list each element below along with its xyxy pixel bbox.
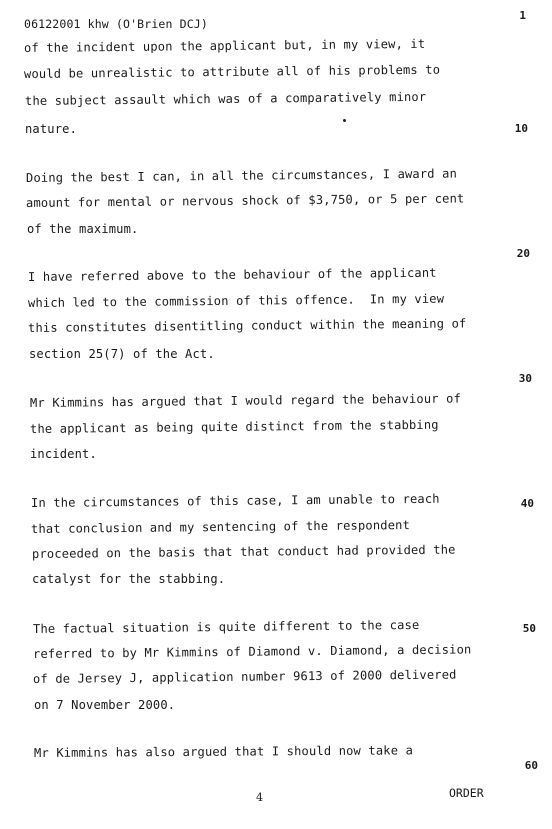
body-text-line: catalyst for the stabbing. bbox=[32, 572, 226, 586]
line-number: 30 bbox=[518, 372, 532, 385]
body-text-line: the applicant as being quite distinct from the stabbing bbox=[29, 417, 439, 436]
body-text-line: proceeded on the basis that that conduct had provided the bbox=[31, 542, 456, 561]
page-number: 4 bbox=[256, 791, 263, 804]
body-text-line: would be unrealistic to attribute all of his problems to bbox=[23, 62, 441, 81]
speck bbox=[343, 119, 346, 122]
body-text-line: section 25(7) of the Act. bbox=[29, 347, 215, 361]
body-text-line: I have referred above to the behaviour of the applicant bbox=[27, 265, 437, 284]
line-number: 50 bbox=[522, 622, 536, 635]
body-text-line: Mr Kimmins has argued that I would regard the behaviour of bbox=[29, 391, 462, 410]
body-text-line: Mr Kimmins has also argued that I should now take a bbox=[33, 743, 414, 760]
body-text-line: nature. bbox=[25, 122, 78, 136]
line-number: 1 bbox=[519, 9, 526, 22]
body-text-line: incident. bbox=[30, 447, 97, 461]
line-number: 60 bbox=[524, 759, 538, 772]
body-text-line: the subject assault which was of a comparatively minor bbox=[24, 89, 427, 108]
body-text-line: amount for mental or nervous shock of $3,750, or 5 per cent bbox=[25, 191, 465, 210]
catchword: ORDER bbox=[449, 786, 484, 800]
body-text-line: on 7 November 2000. bbox=[34, 698, 176, 712]
body-text-line: of the incident upon the applicant but, in my view, it bbox=[23, 36, 426, 55]
body-text-line: Doing the best I can, in all the circumstances, I award an bbox=[25, 166, 458, 185]
line-number: 10 bbox=[514, 122, 528, 135]
document-header: 06122001 khw (O'Brien DCJ) bbox=[24, 17, 208, 31]
body-text-line: that conclusion and my sentencing of the respondent bbox=[30, 518, 411, 536]
body-text-line: The factual situation is quite different to the case bbox=[32, 617, 420, 636]
body-text-line: of de Jersey J, application number 9613 of 2000 delivered bbox=[32, 667, 457, 686]
body-text-line: In the circumstances of this case, I am unable to reach bbox=[30, 491, 440, 510]
body-text-line: referred to by Mr Kimmins of Diamond v. Diamond, a decision bbox=[32, 642, 472, 661]
body-text-line: this constitutes disentitling conduct within the meaning of bbox=[27, 316, 467, 335]
body-text-line: of the maximum. bbox=[27, 222, 139, 236]
line-number: 20 bbox=[516, 247, 530, 260]
body-text-line: which led to the commission of this offence. In my view bbox=[27, 291, 445, 310]
line-number: 40 bbox=[520, 497, 534, 510]
